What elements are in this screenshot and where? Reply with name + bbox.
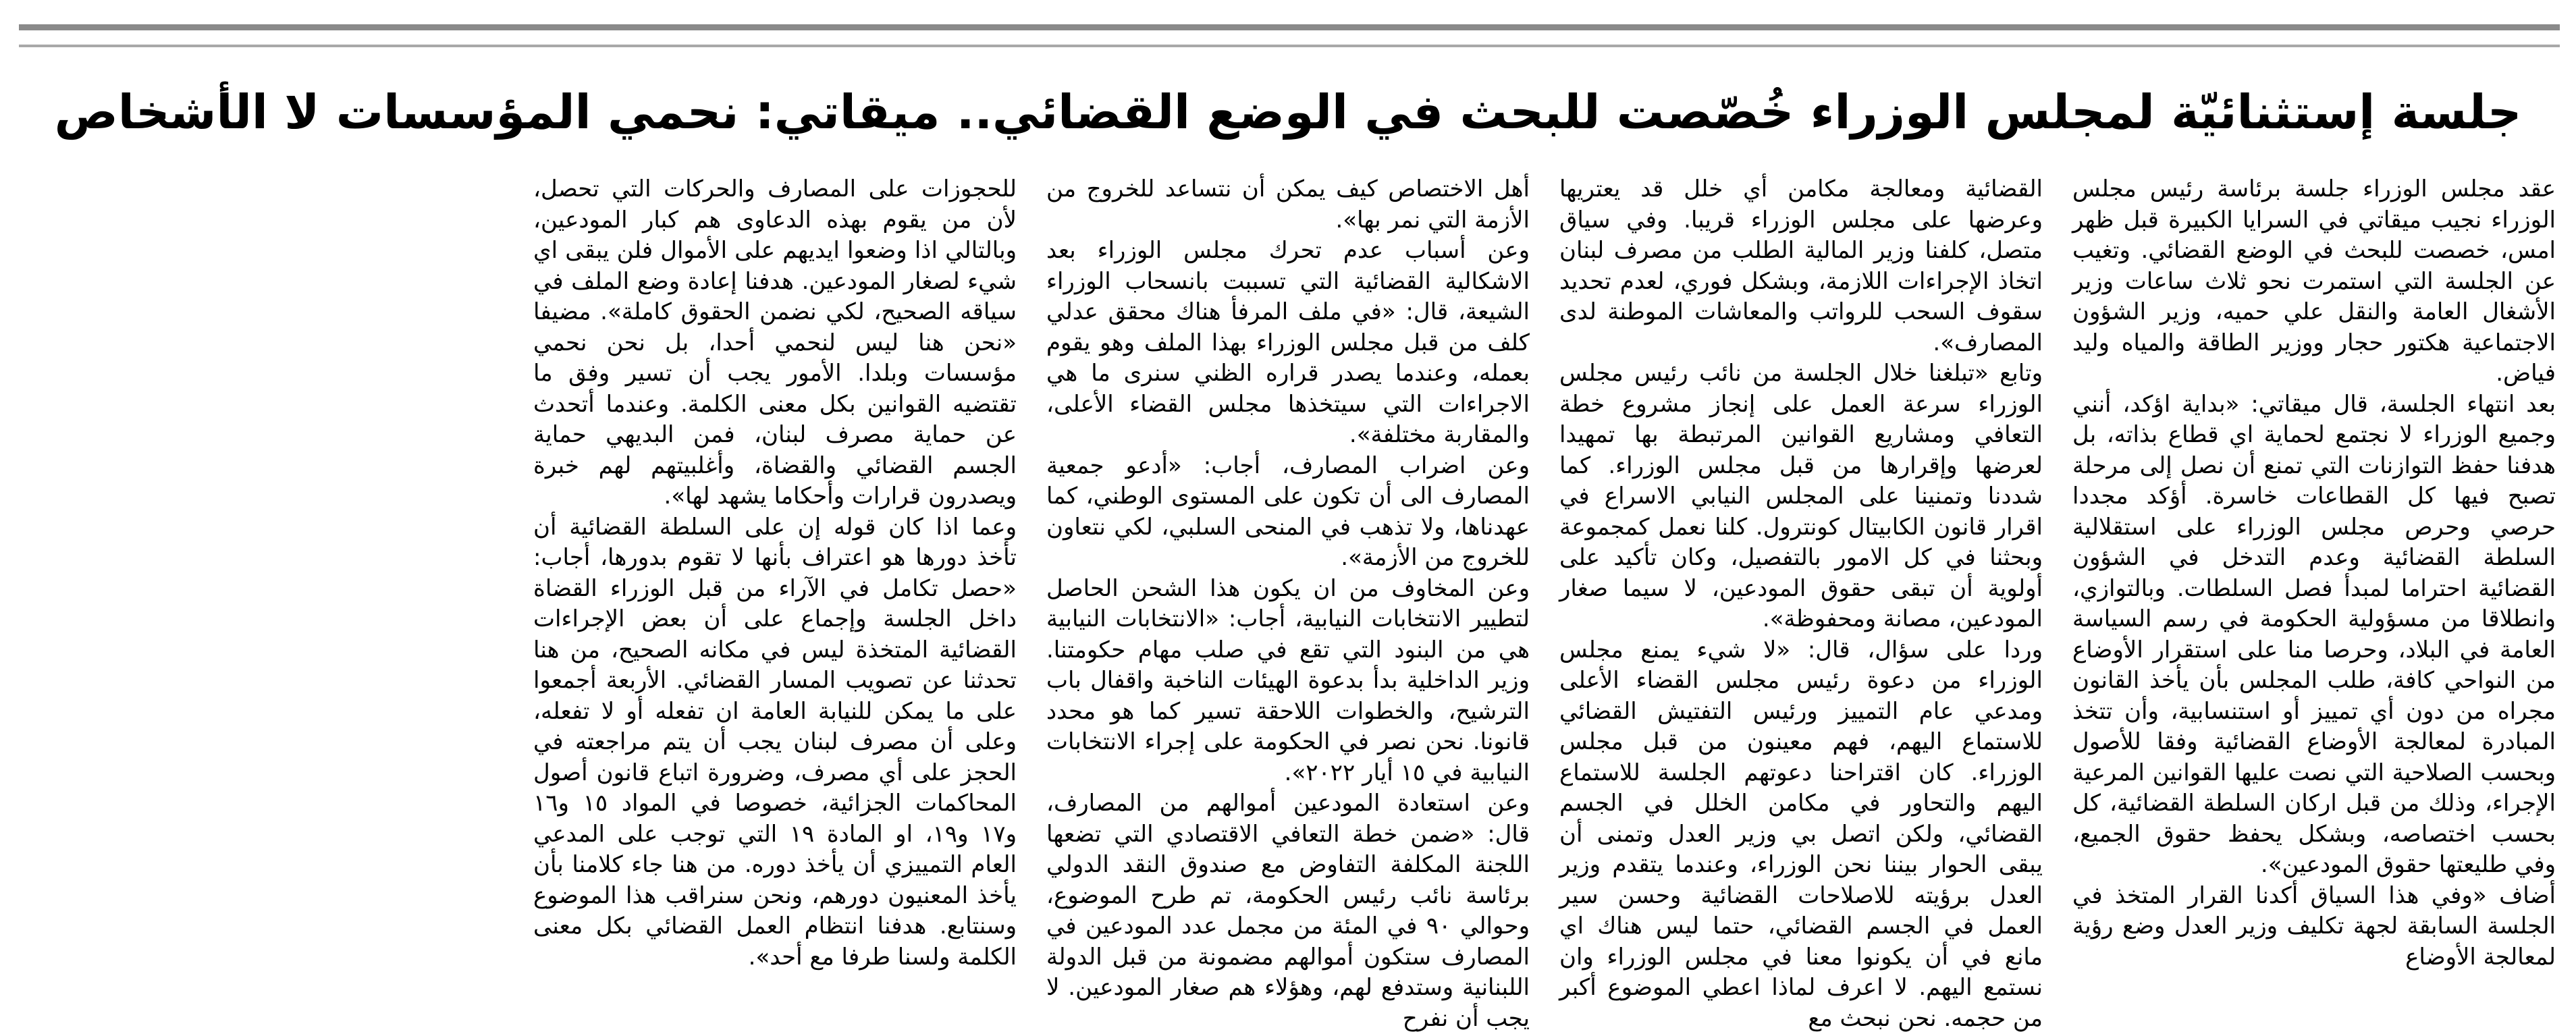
- article-column-4: [533, 174, 1017, 944]
- paragraph: وعن استعادة المودعين أموالهم من المصارف، قال: «ضمن خطة التعافي الاقتصادي التي تضعها اللجنة المكلفة التفاوض مع صندوق النقد الدولي برئاسة نائب رئيس الحكومة، تم طرح الموضوع، وحوالي ٩٠ في المئة من مجمل عدد المودعين في المصارف ستكون أموالهم مضمونة من قبل الدولة اللبنانية وستدفع لهم، وهؤلاء هم صغار المودعين. لا يجب أن نفرح: [1046, 788, 1530, 1034]
- paragraph: بعد انتهاء الجلسة، قال ميقاتي: «بداية اؤكد، أنني وجميع الوزراء لا نجتمع لحماية اي قطاع بذاته، بل هدفنا حفظ التوازنات التي تمنع أن نصل إلى مرحلة تصبح فيها كل القطاعات خاسرة. أؤكد مجددا حرصي وحرص مجلس الوزراء على استقلالية السلطة القضائية وعدم التدخل في الشؤون القضائية احتراما لمبدأ فصل السلطات. وبالتوازي، وانطلاقا من مسؤولية الحكومة في رسم السياسة العامة في البلاد، وحرصا منا على استقرار الأوضاع من النواحي كافة، طلب المجلس بأن يأخذ القانون مجراه من دون أي تمييز أو استنسابية، وأن تتخذ المبادرة لمعالجة الأوضاع القضائية وفقا للأصول وبحسب الصلاحية التي نصت عليها القوانين المرعية الإجراء، وذلك من قبل اركان السلطة القضائية، كل بحسب اختصاصه، وبشكل يحفظ حقوق الجميع، وفي طليعتها حقوق المودعين».: [2072, 389, 2556, 881]
- headline: جلسة إستثنائيّة لمجلس الوزراء خُصّصت للبحث في الوضع القضائي.. ميقاتي: نحمي المؤسسات لا الأشخاص: [20, 58, 2556, 166]
- paragraph: وعن أسباب عدم تحرك مجلس الوزراء بعد الاشكالية القضائية التي تسببت بانسحاب الوزراء الشيعة، قال: «في ملف المرفأ هناك محقق عدلي كلف من قبل مجلس الوزراء بهذا الملف وهو يقوم بعمله، وعندما يصدر قراره الظني سنرى ما هي الاجراءات التي سيتخذها مجلس القضاء الأعلى، والمقاربة مختلفة».: [1046, 236, 1530, 451]
- top-rule-thin: [19, 45, 2560, 47]
- top-rule-thick: [19, 24, 2560, 30]
- paragraph: أهل الاختصاص كيف يمكن أن نتساعد للخروج من الأزمة التي نمر بها».: [1046, 174, 1530, 236]
- article-body: [20, 174, 2556, 944]
- paragraph: القضائية ومعالجة مكامن أي خلل قد يعتريها وعرضها على مجلس الوزراء قريبا. وفي سياق متصل، كلفنا وزير المالية الطلب من مصرف لبنان اتخاذ الإجراءات اللازمة، وبشكل فوري، لعدم تحديد سقوف السحب للرواتب والمعاشات الموطنة لدى المصارف».: [1559, 174, 2043, 358]
- paragraph: وعن اضراب المصارف، أجاب: «أدعو جمعية المصارف الى أن تكون على المستوى الوطني، كما عهدناها، ولا تذهب في المنحى السلبي، لكي نتعاون للخروج من الأزمة».: [1046, 451, 1530, 574]
- paragraph: وعما اذا كان قوله إن على السلطة القضائية أن تأخذ دورها هو اعتراف بأنها لا تقوم بدورها، أجاب: «حصل تكامل في الآراء من قبل الوزراء القضاة داخل الجلسة وإجماع على أن بعض الإجراءات القضائية المتخذة ليس في مكانه الصحيح، من هنا تحدثنا عن تصويب المسار القضائي. الأربعة أجمعوا على ما يمكن للنيابة العامة ان تفعله أو لا تفعله، وعلى أن مصرف لبنان يجب أن يتم مراجعته في الحجز على أي مصرف، وضرورة اتباع قانون أصول المحاكمات الجزائية، خصوصا في المواد ١٥ و١٦ و١٧ و١٩، او المادة ١٩ التي توجب على المدعي العام التمييزي أن يأخذ دوره. من هنا جاء كلامنا بأن يأخذ المعنيون دورهم، ونحن سنراقب هذا الموضوع وسنتابع. هدفنا انتظام العمل القضائي بكل معنى الكلمة ولسنا طرفا مع أحد».: [533, 512, 1017, 973]
- article-column-1: [2072, 174, 2556, 944]
- article-column-2: [1559, 174, 2043, 944]
- article-column-3: [1046, 174, 1530, 944]
- paragraph: أضاف «وفي هذا السياق أكدنا القرار المتخذ في الجلسة السابقة لجهة تكليف وزير العدل وضع رؤية لمعالجة الأوضاع: [2072, 881, 2556, 973]
- paragraph: وتابع «تبلغنا خلال الجلسة من نائب رئيس مجلس الوزراء سرعة العمل على إنجاز مشروع خطة التعافي ومشاريع القوانين المرتبطة بها تمهيدا لعرضها وإقرارها من قبل مجلس الوزراء. كما شددنا وتمنينا على المجلس النيابي الاسراع في اقرار قانون الكابيتال كونترول. كلنا نعمل كمجموعة وبحثنا في كل الامور بالتفصيل، وكان تأكيد على أولوية أن تبقى حقوق المودعين، لا سيما صغار المودعين، مصانة ومحفوظة».: [1559, 358, 2043, 635]
- paragraph: عقد مجلس الوزراء جلسة برئاسة رئيس مجلس الوزراء نجيب ميقاتي في السرايا الكبيرة قبل ظهر امس، خصصت للبحث في الوضع القضائي. وتغيب عن الجلسة التي استمرت نحو ثلاث ساعات وزير الأشغال العامة والنقل علي حميه، وزير الشؤون الاجتماعية هكتور حجار ووزير الطاقة والمياه وليد فياض.: [2072, 174, 2556, 389]
- paragraph: وردا على سؤال، قال: «لا شيء يمنع مجلس الوزراء من دعوة رئيس مجلس القضاء الأعلى ومدعي عام التمييز ورئيس التفتيش القضائي للاستماع اليهم، فهم معينون من قبل مجلس الوزراء. كان اقتراحنا دعوتهم الجلسة للاستماع اليهم والتحاور في مكامن الخلل في الجسم القضائي، ولكن اتصل بي وزير العدل وتمنى أن يبقى الحوار بيننا نحن الوزراء، وعندما يتقدم وزير العدل برؤيته للاصلاحات القضائية وحسن سير العمل في الجسم القضائي، حتما ليس هناك اي مانع في أن يكونوا معنا في مجلس الوزراء وان نستمع اليهم. لا اعرف لماذا اعطي الموضوع أكبر من حجمه. نحن نبحث مع: [1559, 635, 2043, 1034]
- paragraph: وعن المخاوف من ان يكون هذا الشحن الحاصل لتطيير الانتخابات النيابية، أجاب: «الانتخابات النيابية هي من البنود التي تقع في صلب مهام حكومتنا. وزير الداخلية بدأ بدعوة الهيئات الناخبة واقفال باب الترشيح، والخطوات اللاحقة تسير كما هو محدد قانونا. نحن نصر في الحكومة على إجراء الانتخابات النيابية في ١٥ أيار ٢٠٢٢».: [1046, 574, 1530, 789]
- paragraph: للحجوزات على المصارف والحركات التي تحصل، لأن من يقوم بهذه الدعاوى هم كبار المودعين، وبالتالي اذا وضعوا ايديهم على الأموال فلن يبقى اي شيء لصغار المودعين. هدفنا إعادة وضع الملف في سياقه الصحيح، لكي نضمن الحقوق كاملة». مضيفا «نحن هنا ليس لنحمي أحدا، بل نحن نحمي مؤسسات وبلدا. الأمور يجب أن تسير وفق ما تقتضيه القوانين بكل معنى الكلمة. وعندما أتحدث عن حماية مصرف لبنان، فمن البديهي حماية الجسم القضائي والقضاة، وأغلبيتهم لهم خبرة ويصدرون قرارات وأحكاما يشهد لها».: [533, 174, 1017, 512]
